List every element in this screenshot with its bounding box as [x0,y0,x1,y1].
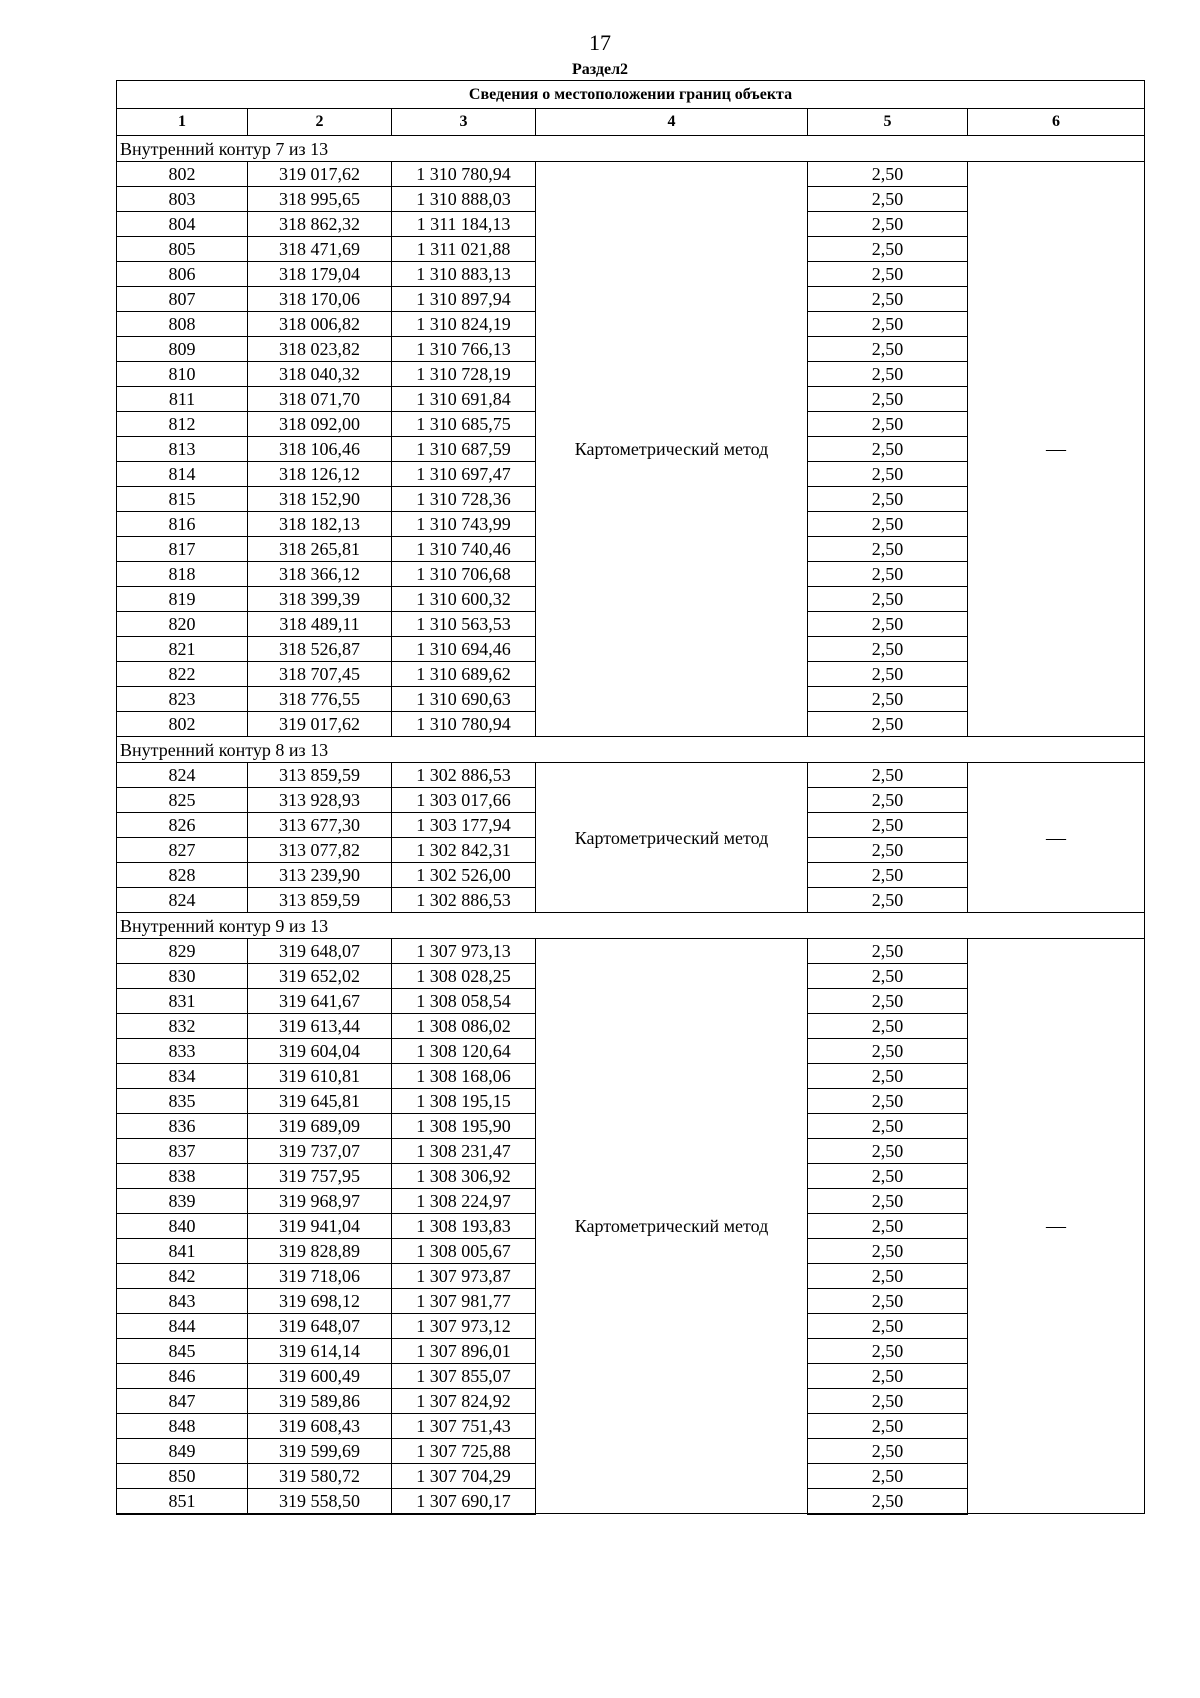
coordinate-x: 319 589,86 [248,1389,392,1414]
column-header: 4 [536,109,808,136]
coordinate-x: 319 641,67 [248,989,392,1014]
coordinate-y: 1 308 086,02 [392,1014,536,1039]
point-number: 829 [117,939,248,964]
accuracy-value: 2,50 [808,964,968,989]
coordinate-y: 1 310 740,46 [392,537,536,562]
column-6-cell: — [968,162,1145,737]
point-number: 848 [117,1414,248,1439]
accuracy-value: 2,50 [808,1439,968,1464]
point-number: 834 [117,1064,248,1089]
coordinate-y: 1 308 231,47 [392,1139,536,1164]
point-number: 809 [117,337,248,362]
coordinate-x: 318 179,04 [248,262,392,287]
point-number: 807 [117,287,248,312]
coordinate-x: 318 526,87 [248,637,392,662]
accuracy-value: 2,50 [808,838,968,863]
coordinate-x: 319 017,62 [248,712,392,737]
point-number: 802 [117,712,248,737]
coordinate-x: 318 995,65 [248,187,392,212]
boundary-coordinates-table [116,80,1145,1515]
coordinate-y: 1 307 981,77 [392,1289,536,1314]
point-number: 849 [117,1439,248,1464]
coordinate-x: 313 239,90 [248,863,392,888]
section-title: Раздел2 [571,61,629,78]
coordinate-x: 318 170,06 [248,287,392,312]
method-cell: Картометрический метод [536,763,808,913]
accuracy-value: 2,50 [808,1489,968,1514]
accuracy-value: 2,50 [808,888,968,913]
point-number: 850 [117,1464,248,1489]
point-number: 843 [117,1289,248,1314]
coordinate-y: 1 308 193,83 [392,1214,536,1239]
coordinate-x: 319 968,97 [248,1189,392,1214]
contour-header-row [117,913,1145,939]
accuracy-value: 2,50 [808,1039,968,1064]
coordinate-y: 1 302 886,53 [392,888,536,913]
coordinate-x: 318 182,13 [248,512,392,537]
coordinate-y: 1 308 028,25 [392,964,536,989]
accuracy-value: 2,50 [808,262,968,287]
page-number: 17 [589,30,611,55]
coordinate-y: 1 310 563,53 [392,612,536,637]
coordinate-x: 319 017,62 [248,162,392,187]
coordinate-x: 318 152,90 [248,487,392,512]
coordinate-y: 1 307 973,13 [392,939,536,964]
coordinate-x: 319 613,44 [248,1014,392,1039]
point-number: 818 [117,562,248,587]
coordinate-y: 1 308 195,15 [392,1089,536,1114]
accuracy-value: 2,50 [808,1239,968,1264]
accuracy-value: 2,50 [808,287,968,312]
coordinate-y: 1 311 184,13 [392,212,536,237]
coordinate-y: 1 302 842,31 [392,838,536,863]
point-number: 839 [117,1189,248,1214]
method-cell: Картометрический метод [536,162,808,737]
coordinate-x: 319 648,07 [248,939,392,964]
accuracy-value: 2,50 [808,1464,968,1489]
accuracy-value: 2,50 [808,1214,968,1239]
accuracy-value: 2,50 [808,387,968,412]
coordinate-x: 313 859,59 [248,888,392,913]
accuracy-value: 2,50 [808,312,968,337]
table-row [117,939,1145,964]
coordinate-y: 1 307 690,17 [392,1489,536,1514]
point-number: 803 [117,187,248,212]
coordinate-x: 318 399,39 [248,587,392,612]
accuracy-value: 2,50 [808,1264,968,1289]
coordinate-y: 1 302 886,53 [392,763,536,788]
coordinate-x: 318 040,32 [248,362,392,387]
coordinate-x: 318 006,82 [248,312,392,337]
point-number: 822 [117,662,248,687]
coordinate-x: 319 828,89 [248,1239,392,1264]
accuracy-value: 2,50 [808,462,968,487]
coordinate-y: 1 310 888,03 [392,187,536,212]
coordinate-y: 1 307 704,29 [392,1464,536,1489]
coordinate-y: 1 310 780,94 [392,162,536,187]
column-header: 1 [117,109,248,136]
column-header: 6 [968,109,1145,136]
accuracy-value: 2,50 [808,237,968,262]
accuracy-value: 2,50 [808,1114,968,1139]
coordinate-y: 1 310 690,63 [392,687,536,712]
coordinate-x: 319 580,72 [248,1464,392,1489]
point-number: 825 [117,788,248,813]
coordinate-x: 319 718,06 [248,1264,392,1289]
accuracy-value: 2,50 [808,1089,968,1114]
table-body [117,81,1145,1514]
accuracy-value: 2,50 [808,989,968,1014]
coordinate-y: 1 310 728,36 [392,487,536,512]
coordinate-x: 313 677,30 [248,813,392,838]
point-number: 804 [117,212,248,237]
coordinate-x: 318 071,70 [248,387,392,412]
coordinate-x: 319 599,69 [248,1439,392,1464]
coordinate-x: 319 689,09 [248,1114,392,1139]
coordinate-y: 1 310 600,32 [392,587,536,612]
coordinate-y: 1 310 694,46 [392,637,536,662]
coordinate-y: 1 307 751,43 [392,1414,536,1439]
contour-label: Внутренний контур 8 из 13 [117,737,1145,763]
accuracy-value: 2,50 [808,788,968,813]
coordinate-y: 1 308 058,54 [392,989,536,1014]
point-number: 805 [117,237,248,262]
coordinate-y: 1 307 973,87 [392,1264,536,1289]
coordinate-y: 1 308 168,06 [392,1064,536,1089]
point-number: 823 [117,687,248,712]
coordinate-y: 1 307 824,92 [392,1389,536,1414]
accuracy-value: 2,50 [808,1014,968,1039]
point-number: 828 [117,863,248,888]
coordinate-x: 318 366,12 [248,562,392,587]
coordinate-y: 1 308 005,67 [392,1239,536,1264]
point-number: 837 [117,1139,248,1164]
point-number: 824 [117,888,248,913]
coordinate-x: 318 023,82 [248,337,392,362]
point-number: 832 [117,1014,248,1039]
coordinate-x: 318 707,45 [248,662,392,687]
point-number: 851 [117,1489,248,1514]
contour-label: Внутренний контур 7 из 13 [117,136,1145,162]
coordinate-y: 1 310 689,62 [392,662,536,687]
point-number: 830 [117,964,248,989]
coordinate-x: 313 928,93 [248,788,392,813]
accuracy-value: 2,50 [808,1139,968,1164]
point-number: 815 [117,487,248,512]
coordinate-x: 319 698,12 [248,1289,392,1314]
column-header: 3 [392,109,536,136]
coordinate-x: 318 265,81 [248,537,392,562]
coordinate-x: 313 077,82 [248,838,392,863]
accuracy-value: 2,50 [808,1289,968,1314]
accuracy-value: 2,50 [808,487,968,512]
accuracy-value: 2,50 [808,187,968,212]
accuracy-value: 2,50 [808,612,968,637]
accuracy-value: 2,50 [808,1064,968,1089]
accuracy-value: 2,50 [808,1164,968,1189]
point-number: 836 [117,1114,248,1139]
accuracy-value: 2,50 [808,863,968,888]
coordinate-x: 318 092,00 [248,412,392,437]
coordinate-y: 1 310 697,47 [392,462,536,487]
point-number: 813 [117,437,248,462]
accuracy-value: 2,50 [808,562,968,587]
contour-label: Внутренний контур 9 из 13 [117,913,1145,939]
coordinate-y: 1 310 687,59 [392,437,536,462]
accuracy-value: 2,50 [808,1189,968,1214]
point-number: 845 [117,1339,248,1364]
contour-header-row [117,737,1145,763]
column-6-cell: — [968,763,1145,913]
coordinate-y: 1 308 306,92 [392,1164,536,1189]
accuracy-value: 2,50 [808,587,968,612]
point-number: 824 [117,763,248,788]
coordinate-y: 1 310 728,19 [392,362,536,387]
coordinate-x: 319 610,81 [248,1064,392,1089]
coordinate-y: 1 310 897,94 [392,287,536,312]
coordinate-y: 1 302 526,00 [392,863,536,888]
accuracy-value: 2,50 [808,162,968,187]
point-number: 814 [117,462,248,487]
accuracy-value: 2,50 [808,1364,968,1389]
table-title-row [117,81,1145,109]
accuracy-value: 2,50 [808,1414,968,1439]
table-row [117,763,1145,788]
coordinate-x: 319 600,49 [248,1364,392,1389]
coordinate-y: 1 303 017,66 [392,788,536,813]
accuracy-value: 2,50 [808,412,968,437]
accuracy-value: 2,50 [808,712,968,737]
point-number: 835 [117,1089,248,1114]
table-row [117,162,1145,187]
coordinate-x: 318 126,12 [248,462,392,487]
coordinate-y: 1 311 021,88 [392,237,536,262]
coordinate-x: 319 757,95 [248,1164,392,1189]
coordinate-y: 1 310 691,84 [392,387,536,412]
coordinate-x: 318 862,32 [248,212,392,237]
coordinate-y: 1 308 224,97 [392,1189,536,1214]
column-header-row [117,109,1145,136]
coordinate-y: 1 308 120,64 [392,1039,536,1064]
contour-header-row [117,136,1145,162]
coordinate-y: 1 307 973,12 [392,1314,536,1339]
accuracy-value: 2,50 [808,537,968,562]
coordinate-y: 1 308 195,90 [392,1114,536,1139]
point-number: 812 [117,412,248,437]
point-number: 817 [117,537,248,562]
point-number: 820 [117,612,248,637]
accuracy-value: 2,50 [808,687,968,712]
accuracy-value: 2,50 [808,662,968,687]
coordinate-x: 318 471,69 [248,237,392,262]
coordinate-y: 1 307 725,88 [392,1439,536,1464]
accuracy-value: 2,50 [808,362,968,387]
coordinate-x: 319 645,81 [248,1089,392,1114]
accuracy-value: 2,50 [808,637,968,662]
coordinate-y: 1 310 780,94 [392,712,536,737]
point-number: 826 [117,813,248,838]
column-6-cell: — [968,939,1145,1514]
coordinate-y: 1 307 896,01 [392,1339,536,1364]
accuracy-value: 2,50 [808,813,968,838]
coordinate-x: 318 489,11 [248,612,392,637]
accuracy-value: 2,50 [808,337,968,362]
accuracy-value: 2,50 [808,1339,968,1364]
point-number: 811 [117,387,248,412]
column-header: 5 [808,109,968,136]
coordinate-x: 318 106,46 [248,437,392,462]
accuracy-value: 2,50 [808,212,968,237]
point-number: 831 [117,989,248,1014]
coordinate-y: 1 310 685,75 [392,412,536,437]
point-number: 816 [117,512,248,537]
coordinate-y: 1 310 743,99 [392,512,536,537]
point-number: 808 [117,312,248,337]
point-number: 842 [117,1264,248,1289]
accuracy-value: 2,50 [808,437,968,462]
table-title: Сведения о местоположении границ объекта [117,81,1145,109]
point-number: 840 [117,1214,248,1239]
accuracy-value: 2,50 [808,1389,968,1414]
point-number: 833 [117,1039,248,1064]
point-number: 810 [117,362,248,387]
point-number: 841 [117,1239,248,1264]
coordinate-y: 1 310 883,13 [392,262,536,287]
coordinate-y: 1 307 855,07 [392,1364,536,1389]
accuracy-value: 2,50 [808,939,968,964]
point-number: 838 [117,1164,248,1189]
coordinate-x: 319 614,14 [248,1339,392,1364]
coordinate-y: 1 303 177,94 [392,813,536,838]
coordinate-y: 1 310 706,68 [392,562,536,587]
point-number: 847 [117,1389,248,1414]
coordinate-x: 319 941,04 [248,1214,392,1239]
coordinate-x: 319 652,02 [248,964,392,989]
accuracy-value: 2,50 [808,763,968,788]
coordinate-x: 318 776,55 [248,687,392,712]
method-cell: Картометрический метод [536,939,808,1514]
point-number: 819 [117,587,248,612]
point-number: 806 [117,262,248,287]
point-number: 802 [117,162,248,187]
coordinate-x: 319 558,50 [248,1489,392,1514]
point-number: 821 [117,637,248,662]
coordinate-y: 1 310 824,19 [392,312,536,337]
coordinate-x: 319 608,43 [248,1414,392,1439]
coordinate-x: 319 604,04 [248,1039,392,1064]
point-number: 827 [117,838,248,863]
accuracy-value: 2,50 [808,512,968,537]
coordinate-x: 319 737,07 [248,1139,392,1164]
accuracy-value: 2,50 [808,1314,968,1339]
point-number: 846 [117,1364,248,1389]
point-number: 844 [117,1314,248,1339]
coordinate-x: 319 648,07 [248,1314,392,1339]
coordinate-y: 1 310 766,13 [392,337,536,362]
column-header: 2 [248,109,392,136]
coordinate-x: 313 859,59 [248,763,392,788]
